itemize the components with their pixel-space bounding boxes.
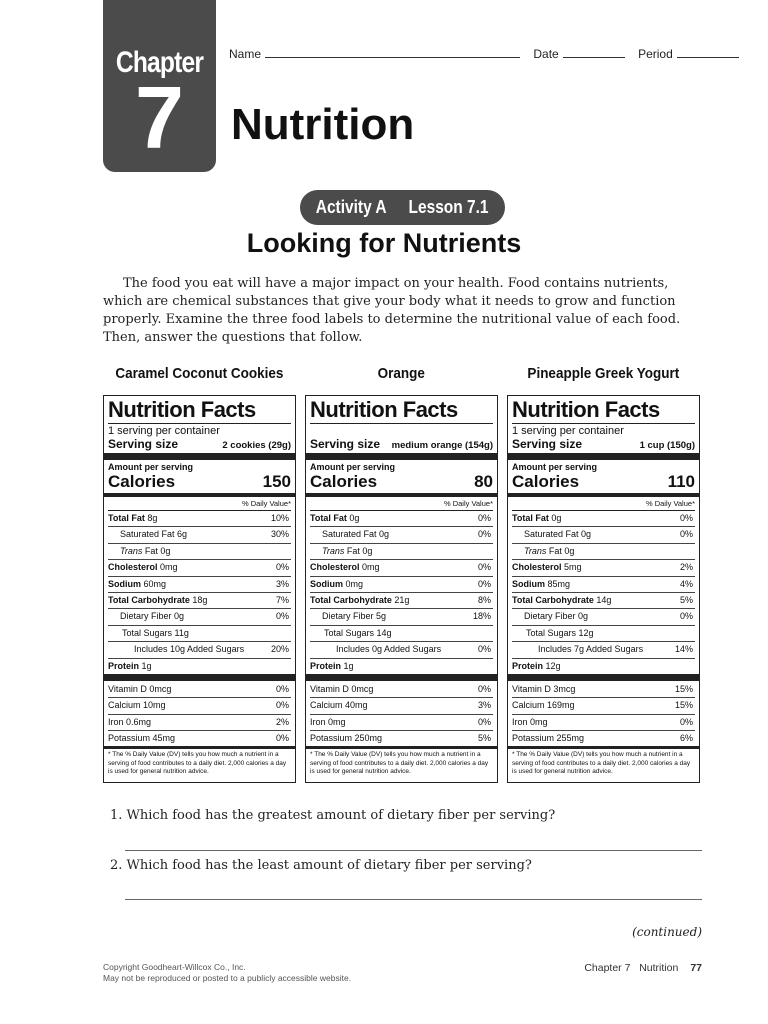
daily-value-footnote: * The % Daily Value (DV) tells you how much a nutrient in a serving of food contributes to a daily diet. 2,000 calories a day is used for general nutrition advice.: [104, 746, 295, 776]
chapter-tab: [103, 0, 216, 172]
nutrient-amount: Saturated Fat 6g: [120, 529, 188, 540]
nutrient-name: [310, 544, 465, 559]
nutrient-row: [108, 642, 291, 658]
vitamin-name: Calcium 40mg: [310, 700, 368, 711]
vitamin-row: [310, 682, 493, 698]
serving-size-value: 1 cup (150g): [639, 440, 695, 451]
vitamin-daily-value: 0%: [275, 700, 289, 711]
vitamin-row: [108, 715, 291, 731]
vitamin-row: [108, 682, 291, 698]
footer-chapter: Chapter 7: [584, 962, 631, 974]
nutrient-amount: Fat 0g: [346, 545, 373, 556]
vitamin-daily-value: 5%: [477, 733, 491, 744]
serving-size-row: [310, 437, 493, 451]
nutrient-daily-value: 18%: [472, 611, 491, 622]
nutrient-row: [108, 544, 291, 560]
nutrient-daily-value: [263, 544, 291, 559]
calories-row: [108, 473, 291, 491]
nutrient-amount: Total Sugars 11g: [122, 627, 189, 638]
chapter-word: Chapter: [115, 46, 204, 79]
vitamin-name: Vitamin D 3mcg: [512, 683, 576, 694]
thick-divider: [508, 453, 699, 460]
nutrient-daily-value: 30%: [270, 529, 289, 540]
nutrient-italic-name: Trans: [524, 545, 547, 556]
daily-value-header: % Daily Value*: [310, 498, 493, 511]
nutrient-amount: 12g: [545, 660, 561, 671]
vitamin-row: [512, 698, 695, 714]
food-name-text: Caramel Coconut Cookies: [115, 365, 284, 382]
nutrient-daily-value: 0%: [679, 513, 693, 523]
nutrient-bold-name: Cholesterol: [512, 562, 562, 573]
nutrient-row: [512, 642, 695, 658]
nutrient-bold-name: Total Carbohydrate: [512, 594, 594, 605]
thick-divider: [306, 453, 497, 460]
calories-label: Calories: [512, 472, 580, 491]
nutrition-facts-label: [305, 395, 498, 783]
nutrient-bold-name: Cholesterol: [108, 562, 158, 573]
nutrient-name: [310, 609, 465, 624]
calories-label: Calories: [108, 472, 176, 491]
calories-value: 80: [474, 472, 493, 491]
thick-divider: [104, 453, 295, 460]
page-footer: [584, 962, 702, 974]
medium-divider: [306, 493, 497, 497]
nutrient-row: [310, 544, 493, 560]
nutrient-daily-value: 0%: [679, 529, 693, 540]
question-2: 2. Which food has the least amount of dietary fiber per serving?: [110, 858, 532, 873]
copyright-notice: May not be reproduced or posted to a publicly accessible website.: [103, 973, 352, 983]
food-name: [305, 365, 498, 382]
vitamin-name: Iron 0mg: [310, 716, 346, 727]
nutrient-amount: 14g: [596, 594, 612, 605]
nutrient-row: [310, 626, 493, 642]
nutrient-name: [512, 642, 667, 657]
nutrient-name: [310, 659, 465, 674]
vitamin-daily-value: 15%: [674, 683, 693, 694]
nutrient-row: [108, 659, 291, 674]
question-1: 1. Which food has the greatest amount of dietary fiber per serving?: [110, 808, 556, 823]
nutrient-amount: 1g: [141, 660, 152, 671]
nutrient-amount: 0mg: [362, 562, 380, 573]
nutrient-bold-name: Total Fat: [512, 513, 549, 523]
daily-value-header: % Daily Value*: [108, 498, 291, 511]
vitamin-name: Vitamin D 0mcg: [108, 683, 172, 694]
servings-per-container: [310, 425, 493, 437]
nutrient-name: [310, 527, 465, 542]
nutrient-name: [512, 609, 667, 624]
activity-badge: [300, 190, 505, 225]
vitamin-row: [310, 715, 493, 731]
vitamin-name: Calcium 169mg: [512, 700, 575, 711]
vitamin-daily-value: 0%: [275, 683, 289, 694]
nutrient-amount: Saturated Fat 0g: [322, 529, 390, 540]
servings-per-container: 1 serving per container: [108, 425, 220, 437]
daily-value-header: % Daily Value*: [512, 498, 695, 511]
nutrient-bold-name: Protein: [310, 660, 342, 671]
nutrient-daily-value: 3%: [275, 578, 289, 589]
nutrient-name: [108, 626, 263, 641]
nutrient-daily-value: 4%: [679, 578, 693, 589]
nutrient-row: [310, 560, 493, 576]
nutrient-italic-name: Trans: [322, 545, 345, 556]
nutrient-amount: 85mg: [547, 578, 571, 589]
amount-per-serving: Amount per serving: [108, 462, 194, 472]
nutrient-name: [108, 642, 263, 657]
nutrient-row: [310, 609, 493, 625]
vitamin-name: Calcium 10mg: [108, 700, 166, 711]
nutrient-row: [512, 626, 695, 642]
nutrition-facts-title: Nutrition Facts: [108, 397, 256, 422]
nutrient-row: [310, 593, 493, 609]
nutrient-name: [310, 626, 465, 641]
nutrient-daily-value: [465, 626, 493, 641]
nutrient-daily-value: [667, 659, 695, 674]
nutrient-bold-name: Protein: [512, 660, 544, 671]
nutrient-name: [512, 659, 667, 674]
vitamin-name: Iron 0mg: [512, 716, 548, 727]
nutrient-row: [512, 511, 695, 527]
nutrient-name: [512, 593, 667, 608]
vitamin-row: [108, 731, 291, 746]
thick-divider: [306, 674, 497, 681]
serving-size-label: Serving size: [512, 437, 583, 451]
nutrient-amount: 1g: [343, 660, 354, 671]
nutrient-name: [512, 577, 667, 592]
activity-title: Looking for Nutrients: [246, 228, 522, 258]
nutrient-daily-value: 0%: [477, 578, 491, 589]
nutrient-amount: Total Sugars 14g: [324, 627, 392, 638]
nutrient-daily-value: [667, 626, 695, 641]
vitamin-row: [512, 715, 695, 731]
nutrient-bold-name: Cholesterol: [310, 562, 360, 573]
nutrient-name: [512, 544, 667, 559]
nutrient-row: [108, 577, 291, 593]
nutrient-daily-value: 0%: [275, 611, 289, 622]
nutrient-row: [310, 642, 493, 658]
vitamin-daily-value: 15%: [674, 700, 693, 711]
nutrient-daily-value: [263, 626, 291, 641]
nutrient-amount: 21g: [394, 594, 410, 605]
nutrient-row: [512, 560, 695, 576]
copyright-text: Copyright Goodheart-Willcox Co., Inc.: [103, 962, 246, 972]
nutrient-bold-name: Sodium: [310, 578, 343, 589]
vitamin-daily-value: 0%: [679, 716, 693, 727]
nutrition-facts-title: Nutrition Facts: [310, 397, 458, 422]
nutrient-amount: Saturated Fat 0g: [524, 529, 592, 540]
nutrient-bold-name: Sodium: [108, 578, 141, 589]
vitamin-name: Potassium 45mg: [108, 733, 176, 744]
nutrient-amount: Includes 10g Added Sugars: [134, 644, 245, 655]
nutrient-amount: 8g: [147, 513, 158, 523]
nutrient-row: [108, 527, 291, 543]
continued-note: (continued): [632, 925, 702, 939]
calories-value: 150: [262, 472, 291, 491]
nutrient-row: [108, 511, 291, 527]
nutrient-daily-value: 0%: [477, 513, 491, 523]
nutrient-daily-value: 0%: [477, 644, 491, 655]
nutrient-daily-value: 0%: [477, 562, 491, 573]
serving-size-label: Serving size: [108, 437, 179, 451]
nutrient-name: [310, 642, 465, 657]
calories-row: [310, 473, 493, 491]
nutrient-daily-value: 2%: [679, 562, 693, 573]
nutrient-bold-name: Total Fat: [310, 513, 347, 523]
nutrient-amount: 0g: [349, 513, 360, 523]
period-label: Period: [638, 47, 673, 61]
nutrient-daily-value: 20%: [270, 644, 289, 655]
nutrient-name: [310, 593, 465, 608]
nutrient-amount: 60mg: [143, 578, 167, 589]
nutrient-amount: 0mg: [160, 562, 178, 573]
copyright-footer: [103, 962, 351, 984]
chapter-number: 7: [135, 68, 184, 167]
nutrient-bold-name: Total Carbohydrate: [108, 594, 190, 605]
serving-size-row: [108, 437, 291, 451]
nutrient-name: [108, 544, 263, 559]
answer-line-1[interactable]: [125, 850, 702, 851]
food-name: [103, 365, 296, 382]
vitamin-daily-value: 3%: [477, 700, 491, 711]
nutrient-bold-name: Total Fat: [108, 513, 145, 523]
food-name: [507, 365, 700, 382]
nutrient-name: [108, 560, 263, 575]
vitamin-name: Iron 0.6mg: [108, 716, 152, 727]
vitamin-daily-value: 0%: [275, 733, 289, 744]
vitamin-daily-value: 2%: [275, 716, 289, 727]
vitamin-name: Potassium 250mg: [310, 733, 383, 744]
nutrient-row: [310, 577, 493, 593]
nutrient-amount: Includes 0g Added Sugars: [336, 644, 442, 655]
nutrient-amount: 5mg: [564, 562, 582, 573]
nutrient-row: [512, 577, 695, 593]
nutrient-row: [512, 593, 695, 609]
serving-size-row: [512, 437, 695, 451]
nutrient-row: [512, 527, 695, 543]
servings-per-container: 1 serving per container: [512, 425, 624, 437]
page-number: 77: [690, 962, 702, 974]
nutrient-name: [310, 577, 465, 592]
daily-value-footnote: * The % Daily Value (DV) tells you how much a nutrient in a serving of food contributes to a daily diet. 2,000 calories a day is used for general nutrition advice.: [508, 746, 699, 776]
nutrient-daily-value: 14%: [674, 644, 693, 655]
nutrient-daily-value: [465, 544, 493, 559]
nutrient-row: [512, 659, 695, 674]
serving-size-value: medium orange (154g): [391, 440, 493, 451]
nutrient-amount: 18g: [192, 594, 208, 605]
nutrient-name: [512, 560, 667, 575]
serving-size-value: 2 cookies (29g): [222, 440, 291, 451]
nutrient-row: [512, 544, 695, 560]
nutrient-bold-name: Protein: [108, 660, 140, 671]
nutrient-name: [108, 511, 263, 526]
nutrient-daily-value: 10%: [270, 513, 289, 523]
nutrient-name: [310, 511, 465, 526]
nutrient-amount: Dietary Fiber 0g: [524, 611, 589, 622]
nutrient-amount: Total Sugars 12g: [526, 627, 594, 638]
nutrient-row: [512, 609, 695, 625]
nutrient-row: [108, 609, 291, 625]
vitamin-row: [310, 731, 493, 746]
nutrient-name: [108, 577, 263, 592]
nutrient-italic-name: Trans: [120, 545, 143, 556]
divider: [512, 423, 695, 424]
name-field[interactable]: [265, 45, 520, 58]
footer-section: Nutrition: [639, 962, 679, 974]
thick-divider: [508, 674, 699, 681]
nutrient-daily-value: 0%: [275, 562, 289, 573]
vitamin-name: Potassium 255mg: [512, 733, 585, 744]
nutrient-amount: Fat 0g: [144, 545, 171, 556]
nutrient-daily-value: 0%: [477, 529, 491, 540]
date-field[interactable]: [563, 45, 625, 58]
vitamin-row: [108, 698, 291, 714]
nutrient-name: [108, 527, 263, 542]
vitamin-daily-value: 0%: [477, 683, 491, 694]
nutrient-daily-value: 0%: [679, 611, 693, 622]
calories-row: [512, 473, 695, 491]
vitamin-row: [310, 698, 493, 714]
amount-per-serving: Amount per serving: [512, 462, 598, 472]
daily-value-footnote: * The % Daily Value (DV) tells you how much a nutrient in a serving of food contributes to a daily diet. 2,000 calories a day is used for general nutrition advice.: [306, 746, 497, 776]
student-info-fields: [229, 45, 739, 61]
serving-size-label: Serving size: [310, 437, 381, 451]
nutrient-name: [310, 560, 465, 575]
nutrient-name: [512, 527, 667, 542]
nutrient-bold-name: Sodium: [512, 578, 545, 589]
activity-label: Activity A: [315, 197, 387, 217]
period-field[interactable]: [677, 45, 739, 58]
date-label: Date: [533, 47, 559, 61]
nutrient-row: [108, 626, 291, 642]
nutrient-daily-value: [465, 659, 493, 674]
nutrient-amount: 0mg: [345, 578, 364, 589]
nutrient-amount: Dietary Fiber 0g: [120, 611, 185, 622]
nutrient-amount: Dietary Fiber 5g: [322, 611, 387, 622]
nutrient-daily-value: 7%: [275, 594, 289, 605]
medium-divider: [104, 493, 295, 497]
nutrient-row: [310, 511, 493, 527]
nutrient-name: [108, 609, 263, 624]
vitamin-daily-value: 6%: [679, 733, 693, 744]
nutrient-row: [108, 593, 291, 609]
divider: [310, 423, 493, 424]
lesson-label: Lesson 7.1: [408, 197, 489, 217]
name-label: Name: [229, 47, 262, 61]
page-title: Nutrition: [231, 100, 415, 149]
vitamin-name: Vitamin D 0mcg: [310, 683, 374, 694]
nutrient-name: [512, 626, 667, 641]
vitamin-row: [512, 731, 695, 746]
nutrient-row: [310, 659, 493, 674]
nutrition-facts-label: [507, 395, 700, 783]
food-name-text: Pineapple Greek Yogurt: [527, 365, 680, 382]
intro-paragraph: The food you eat will have a major impact on your health. Food contains nutrients, which are chemical substances that give your body what it needs to grow and function properly. Examine the three food labels to determine the nutritional value of each food. Then, answer the questions that follow.: [103, 276, 681, 345]
calories-label: Calories: [310, 472, 378, 491]
answer-line-2[interactable]: [125, 899, 702, 900]
vitamin-daily-value: 0%: [477, 716, 491, 727]
nutrient-amount: Fat 0g: [548, 545, 575, 556]
food-name-text: Orange: [377, 365, 426, 382]
nutrient-daily-value: [263, 659, 291, 674]
vitamin-row: [512, 682, 695, 698]
nutrient-amount: Includes 7g Added Sugars: [538, 644, 644, 655]
nutrient-amount: 0g: [551, 513, 562, 523]
nutrient-row: [108, 560, 291, 576]
calories-value: 110: [667, 472, 695, 491]
nutrient-bold-name: Total Carbohydrate: [310, 594, 392, 605]
nutrient-name: [512, 511, 667, 526]
nutrient-daily-value: 8%: [477, 594, 491, 605]
nutrition-facts-title: Nutrition Facts: [512, 397, 660, 422]
nutrient-daily-value: [667, 544, 695, 559]
medium-divider: [508, 493, 699, 497]
nutrient-name: [108, 659, 263, 674]
nutrient-name: [108, 593, 263, 608]
amount-per-serving: Amount per serving: [310, 462, 396, 472]
divider: [108, 423, 291, 424]
nutrition-facts-label: [103, 395, 296, 783]
nutrient-row: [310, 527, 493, 543]
nutrient-daily-value: 5%: [679, 594, 693, 605]
thick-divider: [104, 674, 295, 681]
